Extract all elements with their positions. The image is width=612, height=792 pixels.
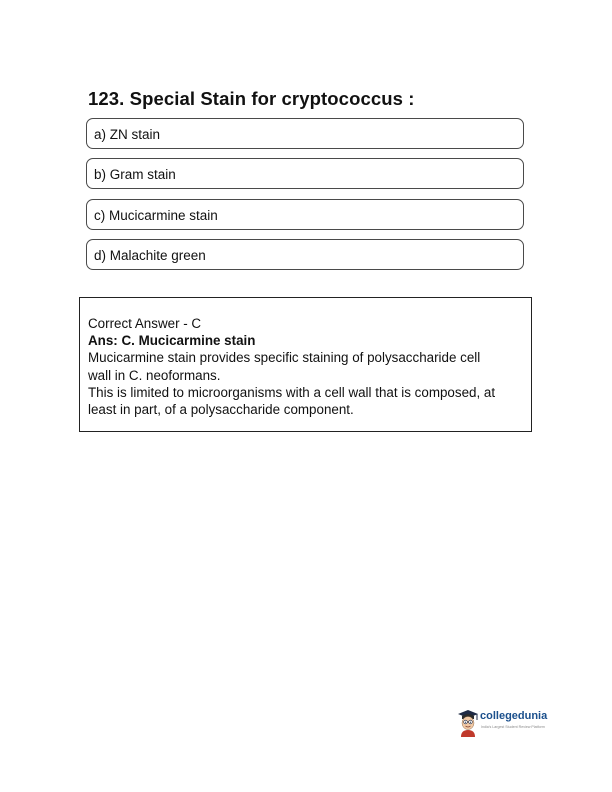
explanation-line-1: Mucicarmine stain provides specific staining of polysaccharide cell [88,350,481,366]
explanation-line-3: This is limited to microorganisms with a cell wall that is composed, at [88,384,496,400]
mascot-icon [456,707,480,737]
ans-line: Ans: C. Mucicarmine stain [88,333,256,349]
option-b[interactable]: b) Gram stain [86,158,524,189]
brand-name: collegedunia [480,710,548,722]
answer-box [79,297,532,432]
option-d[interactable]: d) Malachite green [86,239,524,270]
explanation-line-4: least in part, of a polysaccharide component. [88,402,354,418]
option-c[interactable]: c) Mucicarmine stain [86,199,524,230]
explanation-line-2: wall in C. neoformans. [88,367,221,383]
question-title: 123. Special Stain for cryptococcus : [88,88,415,109]
brand-tagline: India's Largest Student Review Platform [481,725,545,729]
collegedunia-logo [456,706,556,740]
correct-answer-line: Correct Answer - C [88,316,202,331]
option-a[interactable]: a) ZN stain [86,118,524,149]
